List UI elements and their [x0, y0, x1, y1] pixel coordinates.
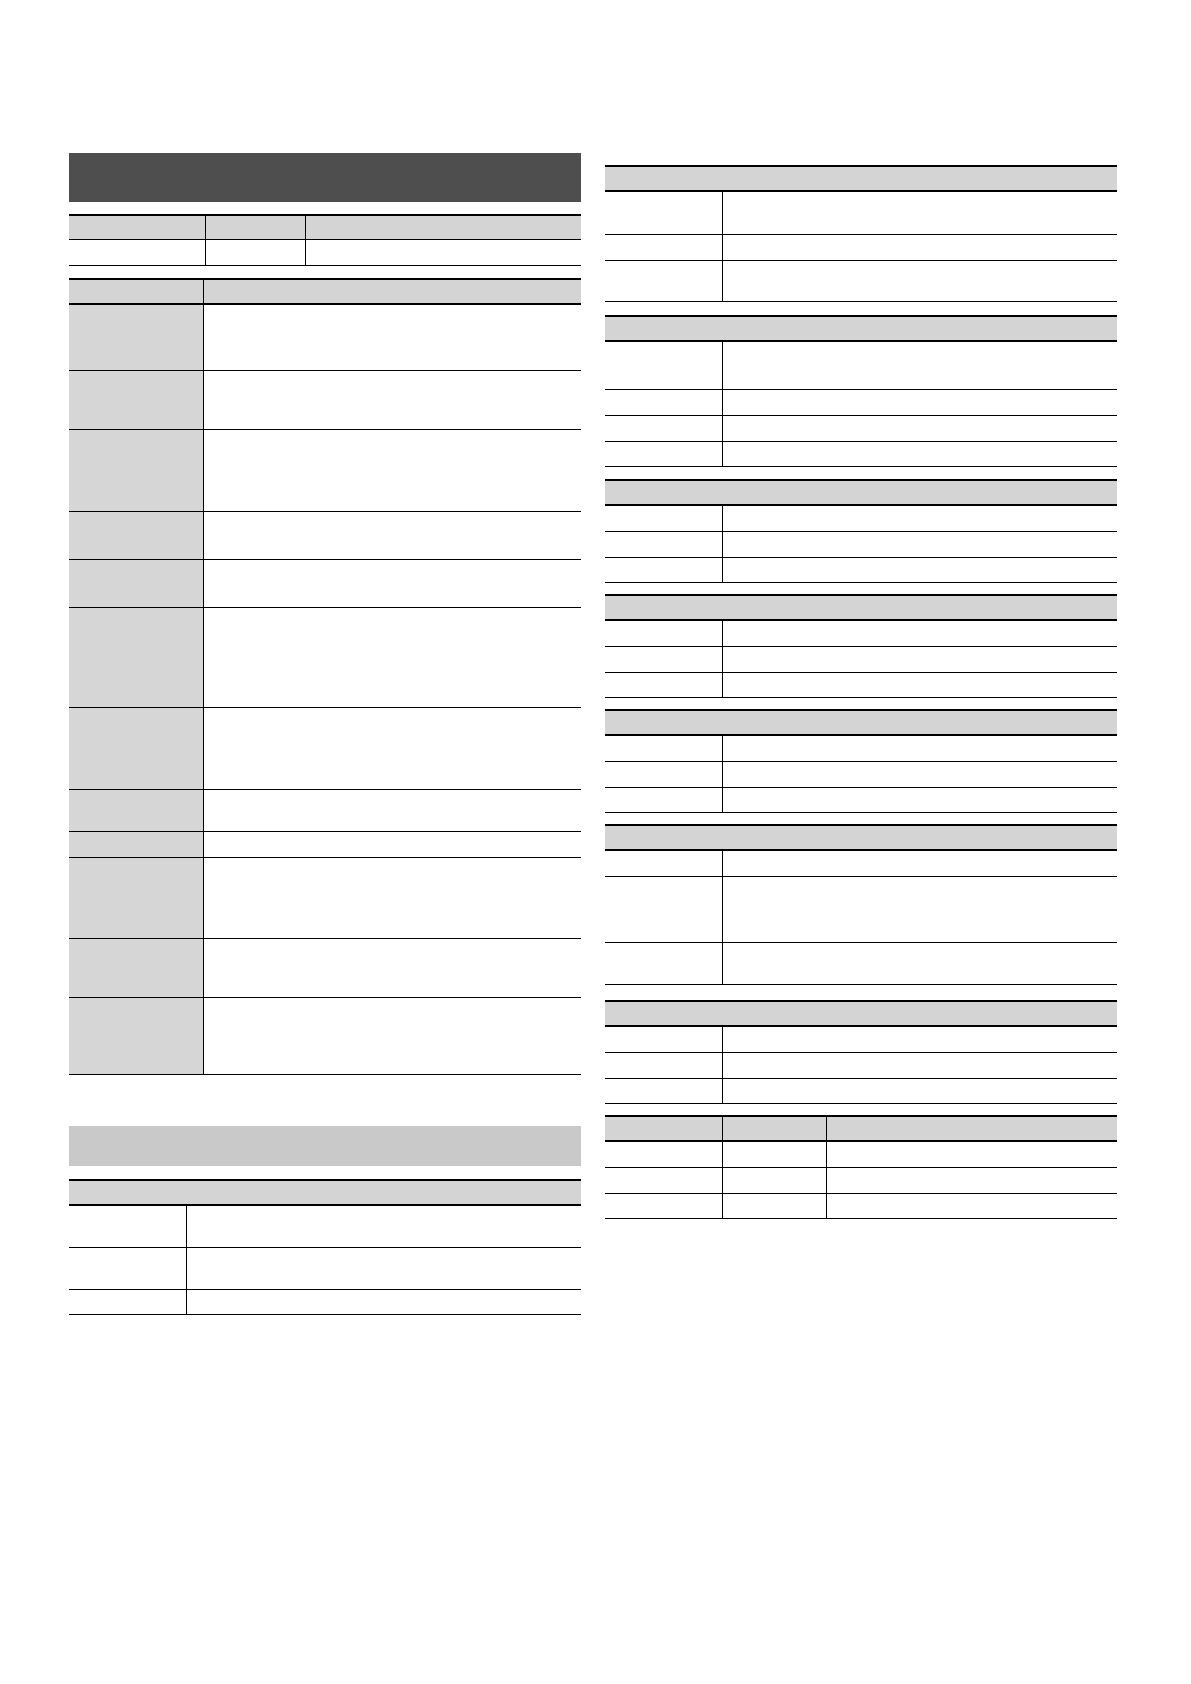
- final-table-header-cell: [722, 1117, 826, 1140]
- row-label: [605, 788, 722, 812]
- row-value: [722, 342, 1117, 389]
- row-label: [605, 442, 722, 466]
- top-table-header-cell: [69, 216, 205, 239]
- top-table-header-cell: [205, 216, 305, 239]
- spec-section: [605, 1000, 1117, 1104]
- table-row: [605, 1053, 1117, 1079]
- table-row: [69, 858, 581, 939]
- row-value: [722, 788, 1117, 812]
- spec-section: [605, 165, 1117, 302]
- row-value: [722, 416, 1117, 441]
- sub-section-title: [69, 1126, 77, 1142]
- final-table-header: [605, 1115, 1117, 1142]
- row-label: [605, 647, 722, 672]
- row-label: [69, 1206, 186, 1247]
- row-label: [605, 736, 722, 761]
- table-row: [69, 832, 581, 858]
- section-header: [605, 709, 1117, 736]
- left-column: [69, 0, 581, 1684]
- row-label: [69, 708, 203, 789]
- table-row: [69, 1206, 581, 1248]
- spec-table-header: [69, 278, 581, 305]
- sub-section-banner: [69, 1126, 581, 1166]
- section-header-text: [605, 481, 1117, 504]
- table-row: [605, 261, 1117, 302]
- sub-table-header-cell: [69, 1181, 581, 1204]
- row-value: [722, 673, 1117, 697]
- spec-table-header-cell: [203, 280, 581, 303]
- table-row: [69, 305, 581, 371]
- row-label: [605, 762, 722, 787]
- row-label: [605, 235, 722, 260]
- row-label: [605, 192, 722, 234]
- row-value: [203, 430, 581, 511]
- table-row: [605, 1027, 1117, 1053]
- table-cell: [605, 1194, 722, 1218]
- table-row: [605, 762, 1117, 788]
- spec-section: [605, 709, 1117, 813]
- section-header-text: [605, 596, 1117, 619]
- row-value: [203, 560, 581, 607]
- table-row: [605, 192, 1117, 235]
- row-label: [605, 1027, 722, 1052]
- table-row: [605, 736, 1117, 762]
- table-row: [69, 708, 581, 790]
- row-value: [186, 1248, 581, 1289]
- row-value: [722, 1053, 1117, 1078]
- row-value: [722, 762, 1117, 787]
- row-value: [203, 608, 581, 707]
- row-value: [722, 877, 1117, 942]
- row-value: [722, 558, 1117, 582]
- row-value: [722, 390, 1117, 415]
- row-value: [186, 1206, 581, 1247]
- spec-section: [605, 479, 1117, 583]
- table-row: [69, 371, 581, 430]
- row-value: [722, 1027, 1117, 1052]
- spec-section: [605, 594, 1117, 698]
- row-value: [203, 708, 581, 789]
- section-header: [605, 824, 1117, 851]
- table-row: [605, 621, 1117, 647]
- table-cell: [605, 1168, 722, 1193]
- table-row: [69, 512, 581, 560]
- table-row: [69, 939, 581, 998]
- row-value: [722, 442, 1117, 466]
- table-cell: [826, 1168, 1117, 1193]
- row-value: [722, 192, 1117, 234]
- table-row: [605, 673, 1117, 698]
- row-label: [605, 943, 722, 984]
- table-row: [605, 416, 1117, 442]
- table-row: [605, 1079, 1117, 1104]
- row-label: [69, 998, 203, 1074]
- final-table-header-cell: [605, 1117, 722, 1140]
- row-value: [203, 371, 581, 429]
- table-cell: [305, 240, 581, 265]
- table-cell: [69, 240, 205, 265]
- row-value: [203, 512, 581, 559]
- row-value: [722, 1079, 1117, 1103]
- row-label: [605, 877, 722, 942]
- table-row: [69, 430, 581, 512]
- row-label: [69, 832, 203, 857]
- table-row: [605, 1168, 1117, 1194]
- spec-table: [69, 278, 581, 1075]
- row-value: [722, 235, 1117, 260]
- table-cell: [605, 1142, 722, 1167]
- table-row: [605, 851, 1117, 877]
- row-label: [605, 532, 722, 557]
- section-header-text: [605, 167, 1117, 190]
- spec-table-header-cell: [69, 280, 203, 303]
- table-row: [69, 790, 581, 832]
- row-label: [69, 305, 203, 370]
- row-label: [69, 790, 203, 831]
- table-cell: [722, 1194, 826, 1218]
- table-row: [69, 1290, 581, 1315]
- top-table-header-cell: [305, 216, 581, 239]
- table-row: [69, 239, 581, 266]
- row-value: [203, 858, 581, 938]
- table-row: [605, 235, 1117, 261]
- table-row: [605, 506, 1117, 532]
- row-label: [605, 1079, 722, 1103]
- right-column: [605, 0, 1117, 1684]
- sub-table: [69, 1179, 581, 1315]
- section-header-text: [605, 826, 1117, 849]
- table-cell: [826, 1194, 1117, 1218]
- row-label: [69, 1248, 186, 1289]
- row-label: [605, 390, 722, 415]
- table-row: [69, 608, 581, 708]
- row-label: [605, 1053, 722, 1078]
- row-value: [722, 506, 1117, 531]
- section-header: [605, 315, 1117, 342]
- main-section-title: [69, 153, 77, 169]
- table-cell: [722, 1142, 826, 1167]
- row-value: [722, 736, 1117, 761]
- table-row: [605, 1194, 1117, 1219]
- section-header-text: [605, 1002, 1117, 1025]
- row-label: [69, 512, 203, 559]
- row-label: [69, 1290, 186, 1314]
- row-label: [605, 261, 722, 301]
- section-header: [605, 479, 1117, 506]
- row-label: [69, 939, 203, 997]
- table-row: [605, 532, 1117, 558]
- section-header-text: [605, 317, 1117, 340]
- row-value: [722, 851, 1117, 876]
- row-label: [69, 858, 203, 938]
- row-label: [69, 371, 203, 429]
- sub-table-header: [69, 1179, 581, 1206]
- table-row: [605, 877, 1117, 943]
- spec-section: [605, 315, 1117, 467]
- table-row: [605, 788, 1117, 813]
- table-row: [605, 943, 1117, 985]
- row-value: [186, 1290, 581, 1314]
- row-label: [605, 342, 722, 389]
- row-label: [605, 558, 722, 582]
- row-label: [605, 416, 722, 441]
- row-label: [605, 673, 722, 697]
- row-label: [605, 851, 722, 876]
- row-label: [605, 506, 722, 531]
- row-value: [203, 305, 581, 370]
- row-value: [722, 261, 1117, 301]
- row-value: [203, 998, 581, 1074]
- table-row: [69, 560, 581, 608]
- top-table-header: [69, 214, 581, 239]
- section-header: [605, 594, 1117, 621]
- table-row: [605, 647, 1117, 673]
- table-row: [605, 390, 1117, 416]
- final-table-header-cell: [826, 1117, 1117, 1140]
- table-row: [69, 998, 581, 1075]
- row-value: [203, 790, 581, 831]
- row-value: [722, 647, 1117, 672]
- row-value: [203, 832, 581, 857]
- row-label: [69, 430, 203, 511]
- section-header: [605, 1000, 1117, 1027]
- row-label: [605, 621, 722, 646]
- row-value: [722, 943, 1117, 984]
- table-row: [605, 342, 1117, 390]
- row-label: [69, 608, 203, 707]
- section-header-text: [605, 711, 1117, 734]
- row-value: [722, 621, 1117, 646]
- final-table: [605, 1115, 1117, 1219]
- row-label: [69, 560, 203, 607]
- table-cell: [826, 1142, 1117, 1167]
- row-value: [722, 532, 1117, 557]
- table-cell: [205, 240, 305, 265]
- main-section-banner: [69, 153, 581, 202]
- section-header: [605, 165, 1117, 192]
- top-table: [69, 214, 581, 266]
- row-value: [203, 939, 581, 997]
- table-row: [605, 1142, 1117, 1168]
- table-cell: [722, 1168, 826, 1193]
- table-row: [69, 1248, 581, 1290]
- table-row: [605, 558, 1117, 583]
- spec-section: [605, 824, 1117, 985]
- table-row: [605, 442, 1117, 467]
